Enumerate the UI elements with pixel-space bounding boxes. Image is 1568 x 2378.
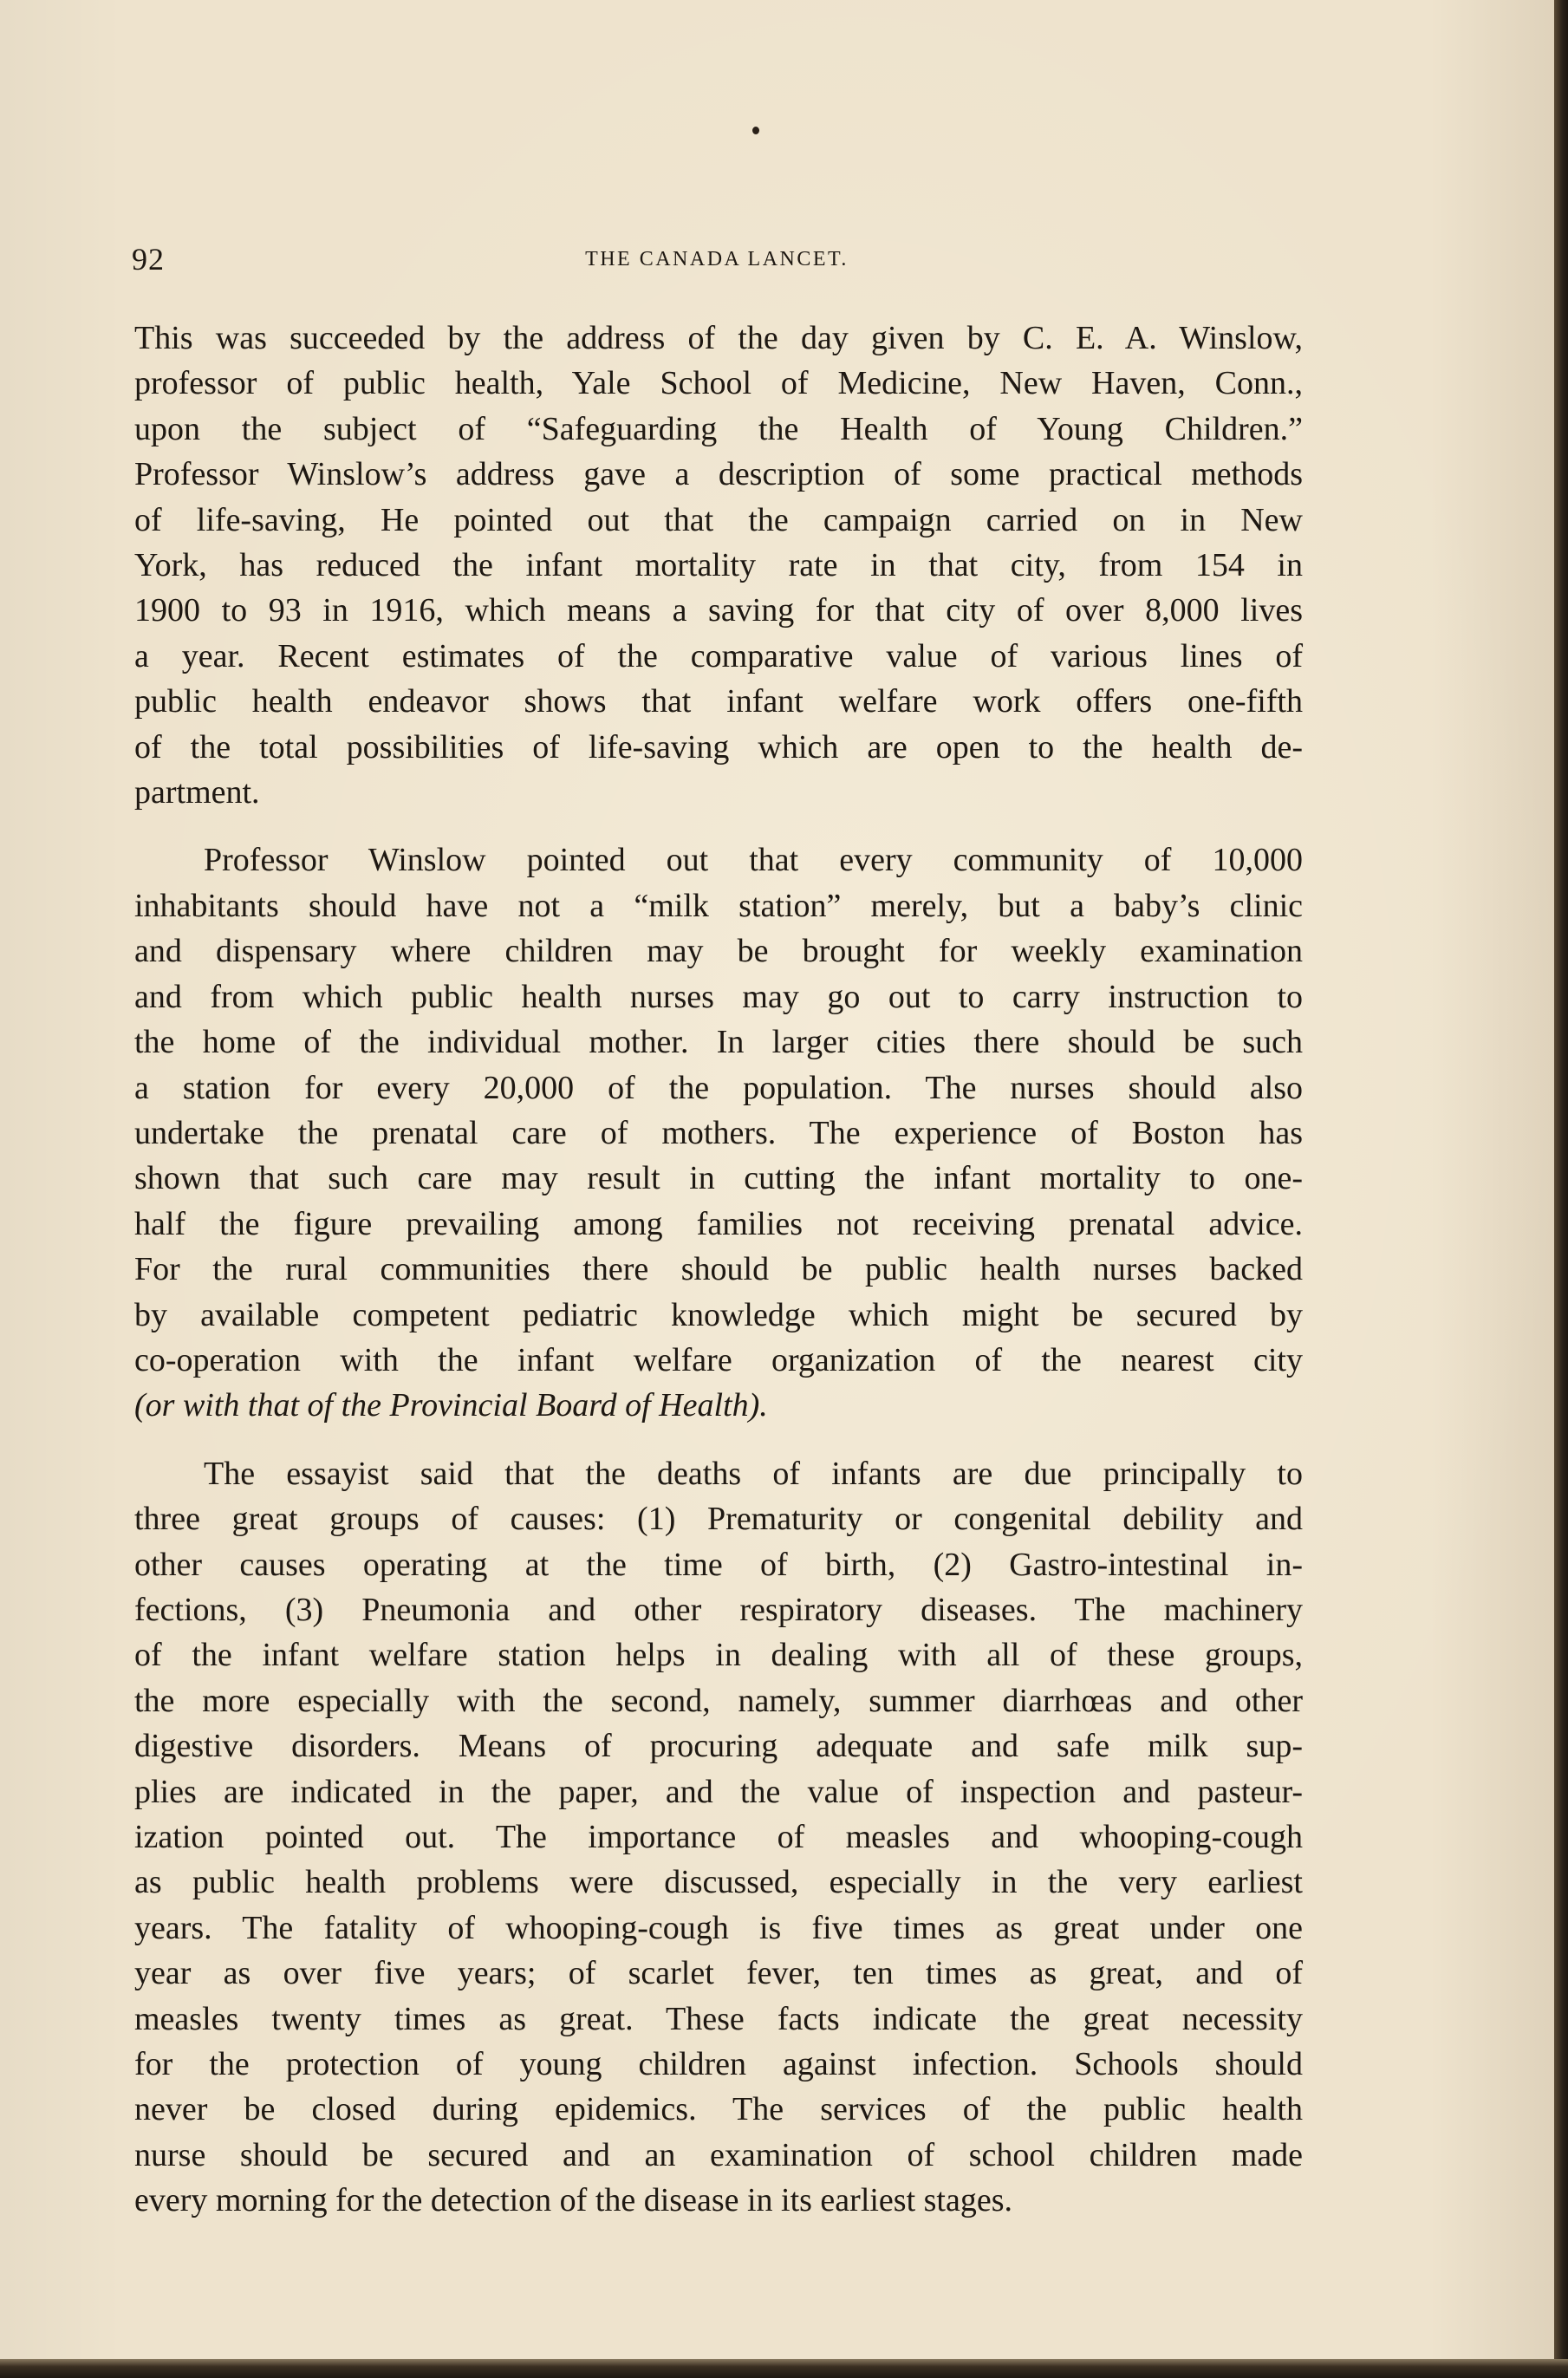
text-line: The essayist said that the deaths of infants are due principally to [204,1455,1303,1492]
text-line: for the protection of young children against infection. Schools should [134,2046,1303,2083]
italic-text-line: (or with that of the Provincial Board of Health). [134,1387,768,1424]
text-line: fections, (3) Pneumonia and other respiratory diseases. The machinery [134,1591,1303,1628]
text-line: York, has reduced the infant mortality rate in that city, from 154 in [134,547,1303,584]
text-line: ization pointed out. The importance of measles and whooping-cough [134,1819,1303,1855]
text-line: co-operation with the infant welfare organization of the nearest city [134,1341,1303,1378]
text-line: inhabitants should have not a “milk station” merely, but a baby’s clinic [134,887,1303,924]
paragraph-2 [134,837,1303,1428]
ink-speck [752,127,759,134]
text-line: Professor Winslow’s address gave a description of some practical methods [134,456,1303,493]
paragraph-3 [134,1451,1303,2224]
book-spine-edge [1554,0,1568,2378]
text-line: 1900 to 93 in 1916, which means a saving for that city of over 8,000 lives [134,592,1303,629]
text-line: other causes operating at the time of birth, (2) Gastro-intestinal in- [134,1546,1303,1583]
text-line: and dispensary where children may be brought for weekly examination [134,933,1303,970]
text-line: digestive disorders. Means of procuring adequate and safe milk sup- [134,1728,1303,1765]
text-line: half the figure prevailing among families not receiving prenatal advice. [134,1205,1303,1242]
text-line: the more especially with the second, namely, summer diarrhœas and other [134,1682,1303,1719]
body-text [134,316,1303,2224]
text-line: For the rural communities there should be public health nurses backed [134,1251,1303,1288]
text-line: as public health problems were discussed, especially in the very earliest [134,1864,1303,1901]
text-line: of the total possibilities of life-saving which are open to the health de- [134,728,1303,766]
running-head: THE CANADA LANCET. [585,248,849,270]
page-bottom-edge [0,2359,1568,2378]
text-line: a year. Recent estimates of the comparative value of various lines of [134,637,1303,674]
text-line: professor of public health, Yale School of Medicine, New Haven, Conn., [134,365,1303,402]
text-line: plies are indicated in the paper, and the value of inspection and pasteur- [134,1773,1303,1810]
text-line: nurse should be secured and an examination of school children made [134,2136,1303,2173]
text-line: and from which public health nurses may go out to carry instruction to [134,978,1303,1015]
text-line: undertake the prenatal care of mothers. The experience of Boston has [134,1114,1303,1151]
text-line: the home of the individual mother. In larger cities there should be such [134,1024,1303,1061]
text-line: year as over five years; of scarlet fever, ten times as great, and of [134,1955,1303,1992]
text-line: a station for every 20,000 of the population. The nurses should also [134,1069,1303,1106]
text-line: public health endeavor shows that infant welfare work offers one-fifth [134,683,1303,720]
text-line: shown that such care may result in cutting the infant mortality to one- [134,1160,1303,1197]
text-line: years. The fatality of whooping-cough is five times as great under one [134,1909,1303,1946]
text-line: of life-saving, He pointed out that the campaign carried on in New [134,501,1303,538]
text-line: every morning for the detection of the disease in its earliest stages. [134,2182,1013,2219]
text-line: by available competent pediatric knowledge which might be secured by [134,1296,1303,1333]
text-line: never be closed during epidemics. The services of the public health [134,2091,1303,2128]
paragraph-1 [134,316,1303,815]
text-line: partment. [134,774,260,811]
page-header [132,241,1302,284]
text-line: measles twenty times as great. These facts indicate the great necessity [134,2000,1303,2037]
text-line: This was succeeded by the address of the day given by C. E. A. Winslow, [134,320,1303,356]
page-number: 92 [132,242,165,277]
text-line: of the infant welfare station helps in dealing with all of these groups, [134,1637,1303,1674]
text-line: Professor Winslow pointed out that every community of 10,000 [204,842,1303,879]
text-line: upon the subject of “Safeguarding the Health of Young Children.” [134,410,1303,447]
text-line: three great groups of causes: (1) Prematurity or congenital debility and [134,1501,1303,1538]
